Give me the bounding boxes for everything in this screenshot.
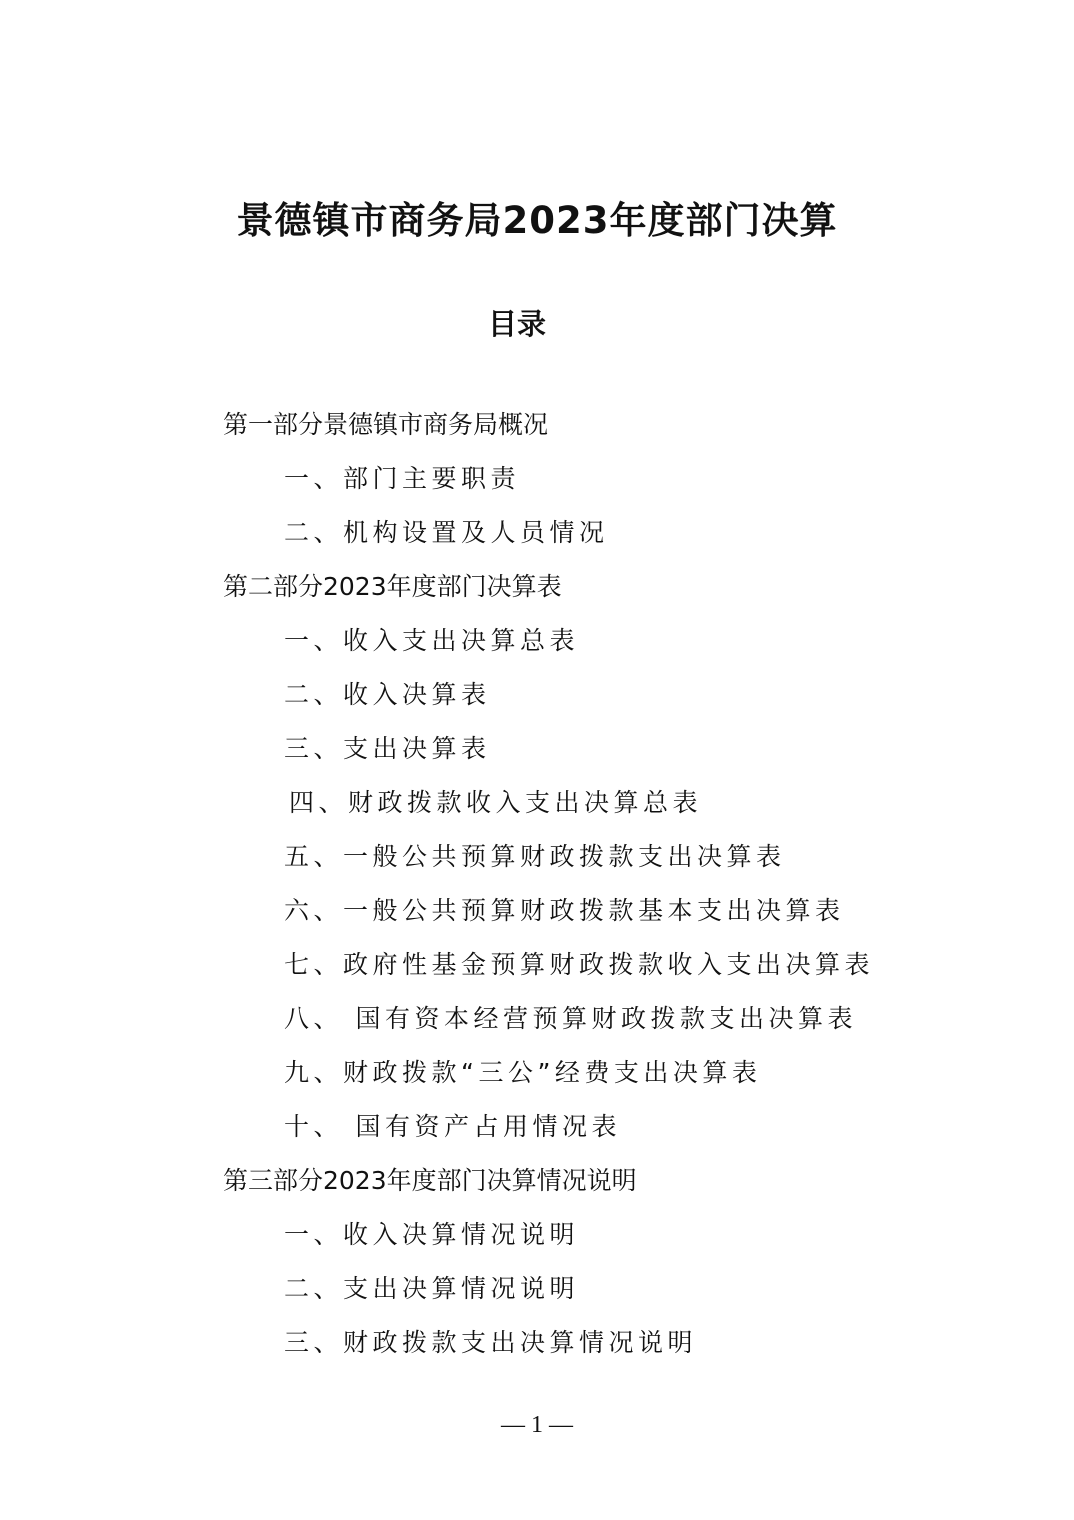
toc-item[interactable]: 一、收入决算情况说明	[284, 1220, 580, 1249]
toc-item[interactable]: 四、财政拨款收入支出决算总表	[289, 788, 703, 817]
toc-item[interactable]: 九、财政拨款“三公”经费支出决算表	[284, 1058, 762, 1087]
toc-item[interactable]: 六、一般公共预算财政拨款基本支出决算表	[284, 896, 845, 925]
page-number: — 1 —	[501, 1412, 573, 1438]
toc-part-3[interactable]: 第三部分2023年度部门决算情况说明	[223, 1166, 637, 1195]
toc-heading: 目录	[487, 307, 546, 341]
toc-item[interactable]: 二、机构设置及人员情况	[284, 518, 609, 547]
toc-part-2[interactable]: 第二部分2023年度部门决算表	[223, 572, 562, 601]
toc-item[interactable]: 七、政府性基金预算财政拨款收入支出决算表	[284, 950, 875, 979]
toc-item[interactable]: 五、一般公共预算财政拨款支出决算表	[284, 842, 786, 871]
toc-item[interactable]: 一、部门主要职责	[284, 464, 521, 493]
toc-part-1[interactable]: 第一部分景德镇市商务局概况	[223, 410, 549, 439]
toc-item[interactable]: 十、 国有资产占用情况表	[284, 1112, 621, 1141]
document-title: 景德镇市商务局2023年度部门决算	[236, 199, 838, 242]
toc-item[interactable]: 二、支出决算情况说明	[284, 1274, 580, 1303]
toc-item[interactable]: 八、 国有资本经营预算财政拨款支出决算表	[284, 1004, 857, 1033]
toc-item[interactable]: 三、财政拨款支出决算情况说明	[284, 1328, 698, 1357]
toc-item[interactable]: 二、收入决算表	[284, 680, 491, 709]
toc-item[interactable]: 三、支出决算表	[284, 734, 491, 763]
toc-item[interactable]: 一、收入支出决算总表	[284, 626, 580, 655]
